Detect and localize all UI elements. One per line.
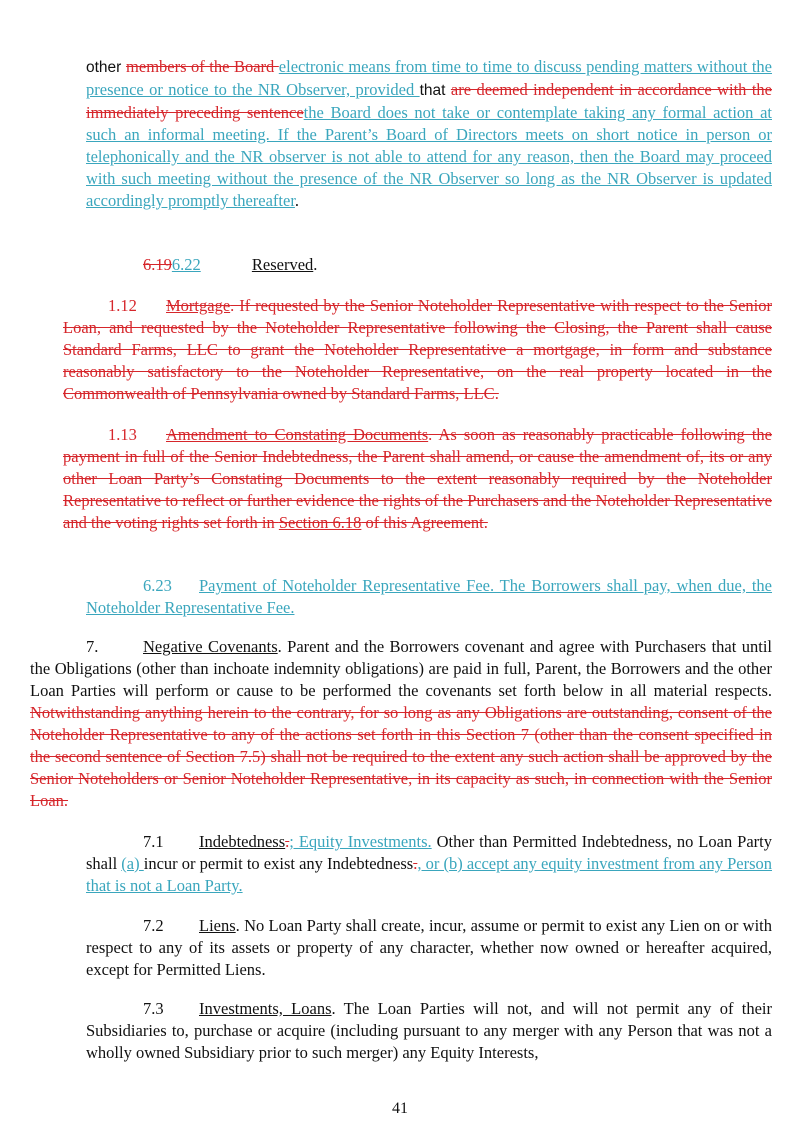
section-body: . No Loan Party shall create, incur, assume or permit to exist any Lien on or with respect to any of its assets or property of any character, whether now owned or hereafter acquired, except for Permitted Liens. — [86, 916, 772, 979]
text: . — [294, 191, 300, 210]
inserted-text: (a) — [121, 854, 144, 873]
section-fee-inserted — [86, 575, 772, 619]
inserted-text: the Board does not take or contemplate taking any formal action at such an informal meeting. If the Parent’s Board of Directors meets on short notice in person or telephonically and the NR observer is not able to attend for any reason, then the Board may proceed with such meeting without the presence of the NR Observer so long as the NR Observer is updated accordingly promptly thereafter — [86, 103, 772, 210]
inserted-text: ; Equity Investments. — [289, 832, 432, 851]
text: . — [313, 255, 318, 274]
paragraph-nr-observer — [86, 56, 772, 212]
section-heading: Investments, Loans — [199, 999, 332, 1018]
section-heading: Indebtedness — [199, 832, 286, 851]
page-number: 41 — [392, 1100, 408, 1117]
section-liens — [86, 915, 772, 981]
section-reserved — [143, 254, 773, 276]
section-investments-loans — [86, 998, 772, 1064]
deleted-reference: Section 7.5 — [185, 747, 261, 766]
section-body: . As soon as reasonably practicable following the payment in full of the Senior Indebtedness, the Parent shall amend, or cause the amendment of, its or any other Loan Party’s Constating Documents to the extent reasonably required by the Noteholder Representative to reflect or further evidence the rights of the Purchasers and the Noteholder Representative and the voting rights set forth in — [63, 425, 772, 532]
section-heading: Liens — [199, 916, 236, 935]
text: that — [419, 82, 446, 99]
section-number: 7.1 — [143, 832, 164, 851]
inserted-section-number: 6.22 — [171, 255, 201, 274]
deleted-text: . — [413, 854, 418, 873]
inserted-text: electronic means from time to time to discuss pending matters without the presence or notice to the NR Observer, provided — [86, 57, 772, 99]
section-number: 7.2 — [143, 916, 164, 935]
section-heading: Payment of Noteholder Representative Fee — [199, 576, 490, 595]
deleted-text: Notwithstanding anything herein to the contrary, for so long as any Obligations are outstanding, consent of the Noteholder Representative to any of the actions set forth in this Section 7 (other than the consent specified in the second sentence of — [30, 703, 772, 766]
section-amendment-deleted — [63, 424, 772, 534]
section-number: 1.12 — [108, 296, 137, 315]
deleted-text: are deemed independent in accordance with the immediately preceding sentence — [86, 80, 772, 122]
section-body: of this Agreement. — [361, 513, 488, 532]
section-body: . If requested by the Senior Noteholder Representative with respect to the Senior Loan, and requested by the Noteholder Representative following the Closing, the Parent shall cause Standard Farms, LLC to grant the Noteholder Representative a mortgage, in form and substance reasonably satisfactory to the Noteholder Representative, on the real property located in the Commonwealth of Pennsylvania owned by Standard Farms, LLC. — [63, 296, 772, 403]
section-number: 1.13 — [108, 425, 137, 444]
section-number: 6.23 — [143, 576, 172, 595]
section-mortgage-deleted — [63, 295, 772, 405]
section-negative-covenants — [30, 636, 772, 812]
section-heading: Reserved — [251, 255, 314, 274]
section-reference: Section 6.18 — [278, 513, 362, 532]
text: other — [86, 59, 127, 76]
section-body: incur or permit to exist any Indebtedness — [143, 854, 414, 873]
section-body: Other than Permitted Indebtedness, no Loan Party shall — [86, 832, 772, 873]
deleted-section-number: 6.19 — [143, 255, 172, 274]
deleted-text: . — [285, 832, 290, 851]
section-number: 7.3 — [143, 999, 164, 1018]
section-heading: Negative Covenants — [143, 637, 278, 656]
deleted-text: members of the Board — [126, 57, 279, 76]
section-indebtedness — [86, 831, 772, 897]
section-body: . The Borrowers shall pay, when due, the Noteholder Representative Fee. — [86, 576, 773, 617]
deleted-text: ) shall not be required to the extent any such action shall be approved by the Senior Noteholders or Senior Noteholder Representative, in its capacity as such, in connection with the Senior Loan. — [30, 747, 772, 810]
inserted-text: , or (b) accept any equity investment from any Person that is not a Loan Party. — [86, 854, 772, 895]
section-number: 7. — [86, 637, 99, 656]
section-body: . Parent and the Borrowers covenant and agree with Purchasers that until the Obligations (other than inchoate indemnity obligations) are paid in full, Parent, the Borrowers and the other Loan Parties will perform or cause to be performed the covenants set forth below in all material respects. — [30, 637, 773, 700]
section-body: . The Loan Parties will not, and will not permit any of their Subsidiaries to, purchase or acquire (including pursuant to any merger with any Person that was not a wholly owned Subsidiary prior to such merger) any Equity Interests, — [86, 999, 772, 1062]
section-heading: Mortgage — [166, 296, 231, 315]
section-heading: Amendment to Constating Documents — [166, 425, 429, 444]
